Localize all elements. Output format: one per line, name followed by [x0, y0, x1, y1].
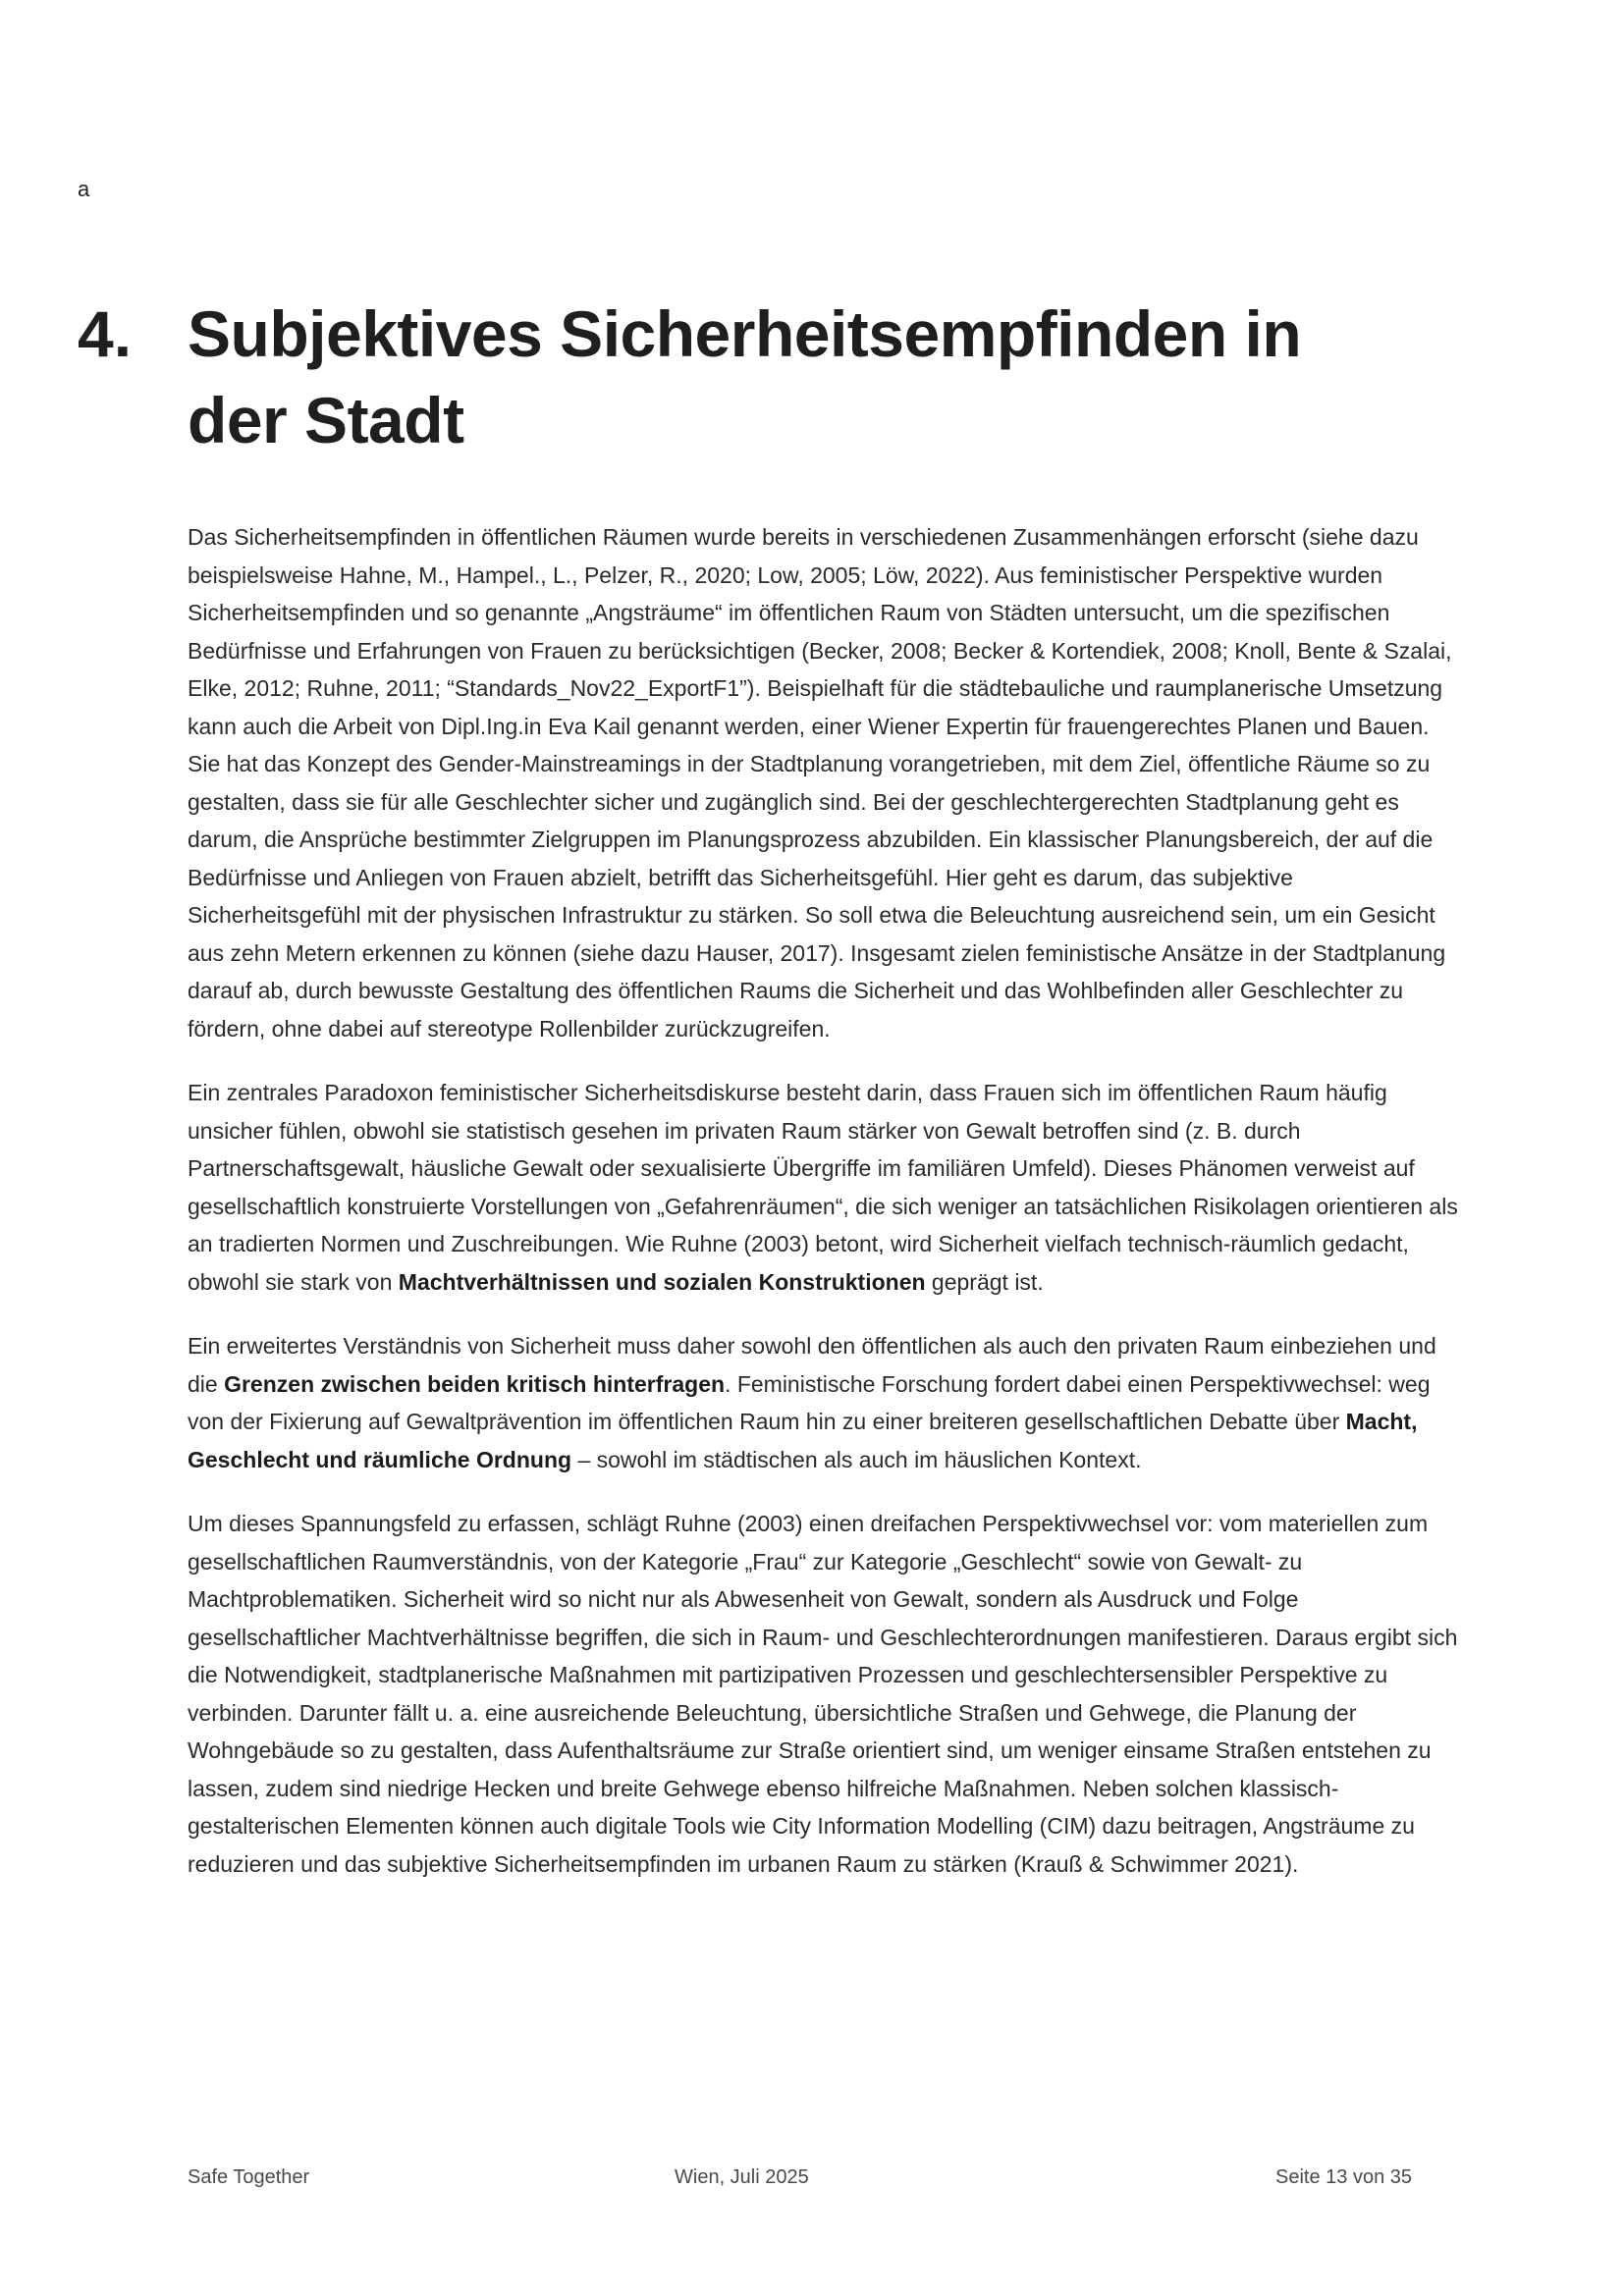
footer-project-name: Safe Together — [188, 2166, 310, 2188]
body-text — [188, 518, 1462, 1909]
footer-page-number: Seite 13 von 35 — [1275, 2166, 1412, 2188]
paragraph-3-text-end: – sowohl im städtischen als auch im häuslichen Kontext. — [571, 1446, 1142, 1472]
paragraph-2 — [188, 1074, 1462, 1301]
paragraph-3 — [188, 1327, 1462, 1478]
paragraph-1: Das Sicherheitsempfinden in öffentlichen Räumen wurde bereits in verschiedenen Zusammenhängen erforscht (siehe dazu beispielsweise Hahne, M., Hampel., L., Pelzer, R., 2020; Low, 2005; Löw, 2022). Aus feministischer Perspektive wurden Sicherheitsempfinden und so genannte „Angsträume“ im öffentlichen Raum von Städten untersucht, um die spezifischen Bedürfnisse und Erfahrungen von Frauen zu berücksichtigen (Becker, 2008; Becker & Kortendiek, 2008; Knoll, Bente & Szalai, Elke, 2012; Ruhne, 2011; “Standards_Nov22_ExportF1”). Beispielhaft für die städtebauliche und raumplanerische Umsetzung kann auch die Arbeit von Dipl.Ing.in Eva Kail genannt werden, einer Wiener Expertin für frauengerechtes Planen und Bauen. Sie hat das Konzept des Gender-Mainstreamings in der Stadtplanung vorangetrieben, mit dem Ziel, öffentliche Räume so zu gestalten, dass sie für alle Geschlechter sicher und zugänglich sind. Bei der geschlechtergerechten Stadtplanung geht es darum, die Ansprüche bestimmter Zielgruppen im Planungsprozess abzubilden. Ein klassischer Planungsbereich, der auf die Bedürfnisse und Anliegen von Frauen abzielt, betrifft das Sicherheitsgefühl. Hier geht es darum, das subjektive Sicherheitsgefühl mit der physischen Infrastruktur zu stärken. So soll etwa die Beleuchtung ausreichend sein, um ein Gesicht aus zehn Metern erkennen zu können (siehe dazu Hauser, 2017). Insgesamt zielen feministische Ansätze in der Stadtplanung darauf ab, durch bewusste Gestaltung des öffentlichen Raums die Sicherheit und das Wohlbefinden aller Geschlechter zu fördern, ohne dabei auf stereotype Rollenbilder zurückzugreifen. — [188, 524, 1452, 1041]
footer-date: Wien, Juli 2025 — [675, 2166, 809, 2188]
page-marker: a — [78, 177, 90, 201]
chapter-title: Subjektives Sicherheitsempfinden in der Stadt — [188, 297, 1302, 456]
paragraph-2-text-end: geprägt ist. — [925, 1268, 1044, 1295]
paragraph-4: Um dieses Spannungsfeld zu erfassen, schlägt Ruhne (2003) einen dreifachen Perspektivwechsel vor: vom materiellen zum gesellschaftlichen Raumverständnis, von der Kategorie „Frau“ zur Kategorie „Geschlecht“ sowie von Gewalt- zu Machtproblematiken. Sicherheit wird so nicht nur als Abwesenheit von Gewalt, sondern als Ausdruck und Folge gesellschaftlicher Machtverhältnisse begriffen, die sich in Raum- und Geschlechterordnungen manifestieren. Daraus ergibt sich die Notwendigkeit, stadtplanerische Maßnahmen mit partizipativen Prozessen und geschlechtersensibler Perspektive zu verbinden. Darunter fällt u. a. eine ausreichende Beleuchtung, übersichtliche Straßen und Gehwege, die Planung der Wohngebäude so zu gestalten, dass Aufenthaltsräume zur Straße orientiert sind, um weniger einsame Straßen entstehen zu lassen, zudem sind niedrige Hecken und breite Gehwege ebenso hilfreiche Maßnahmen. Neben solchen klassisch-gestalterischen Elementen können auch digitale Tools wie City Information Modelling (CIM) dazu beitragen, Angsträume zu reduzieren und das subjektive Sicherheitsempfinden im urbanen Raum zu stärken (Krauß & Schwimmer 2021). — [188, 1511, 1458, 1877]
paragraph-2-text-start: Ein zentrales Paradoxon feministischer Sicherheitsdiskurse besteht darin, dass Frauen sich im öffentlichen Raum häufig unsicher fühlen, obwohl sie statistisch gesehen im privaten Raum stärker von Gewalt betroffen sind (z. B. durch Partnerschaftsgewalt, häusliche Gewalt oder sexualisierte Übergriffe im familiären Umfeld). Dieses Phänomen verweist auf gesellschaftlich konstruierte Vorstellungen von „Gefahrenräumen“, die sich weniger an tatsächlichen Risikolagen orientieren als an tradierten Normen und Zuschreibungen. Wie Ruhne (2003) betont, wird Sicherheit vielfach technisch-räumlich gedacht, obwohl sie stark von — [188, 1080, 1458, 1295]
paragraph-3-emphasis-2: Macht, Geschlecht und räumliche Ordnung — [188, 1409, 1418, 1472]
paragraph-3-text-middle: . Feministische Forschung fordert dabei einen Perspektivwechsel: weg von der Fixierung auf Gewaltprävention im öffentlichen Raum hin zu einer breiteren gesellschaftlichen Debatte über — [188, 1370, 1431, 1434]
paragraph-3-emphasis-1: Grenzen zwischen beiden kritisch hinterfragen — [224, 1370, 726, 1397]
paragraph-2-emphasis: Machtverhältnissen und sozialen Konstruktionen — [398, 1268, 926, 1295]
chapter-number: 4. — [78, 297, 133, 370]
paragraph-3-text-start: Ein erweitertes Verständnis von Sicherheit muss daher sowohl den öffentlichen als auch den privaten Raum einbeziehen und die — [188, 1333, 1436, 1397]
